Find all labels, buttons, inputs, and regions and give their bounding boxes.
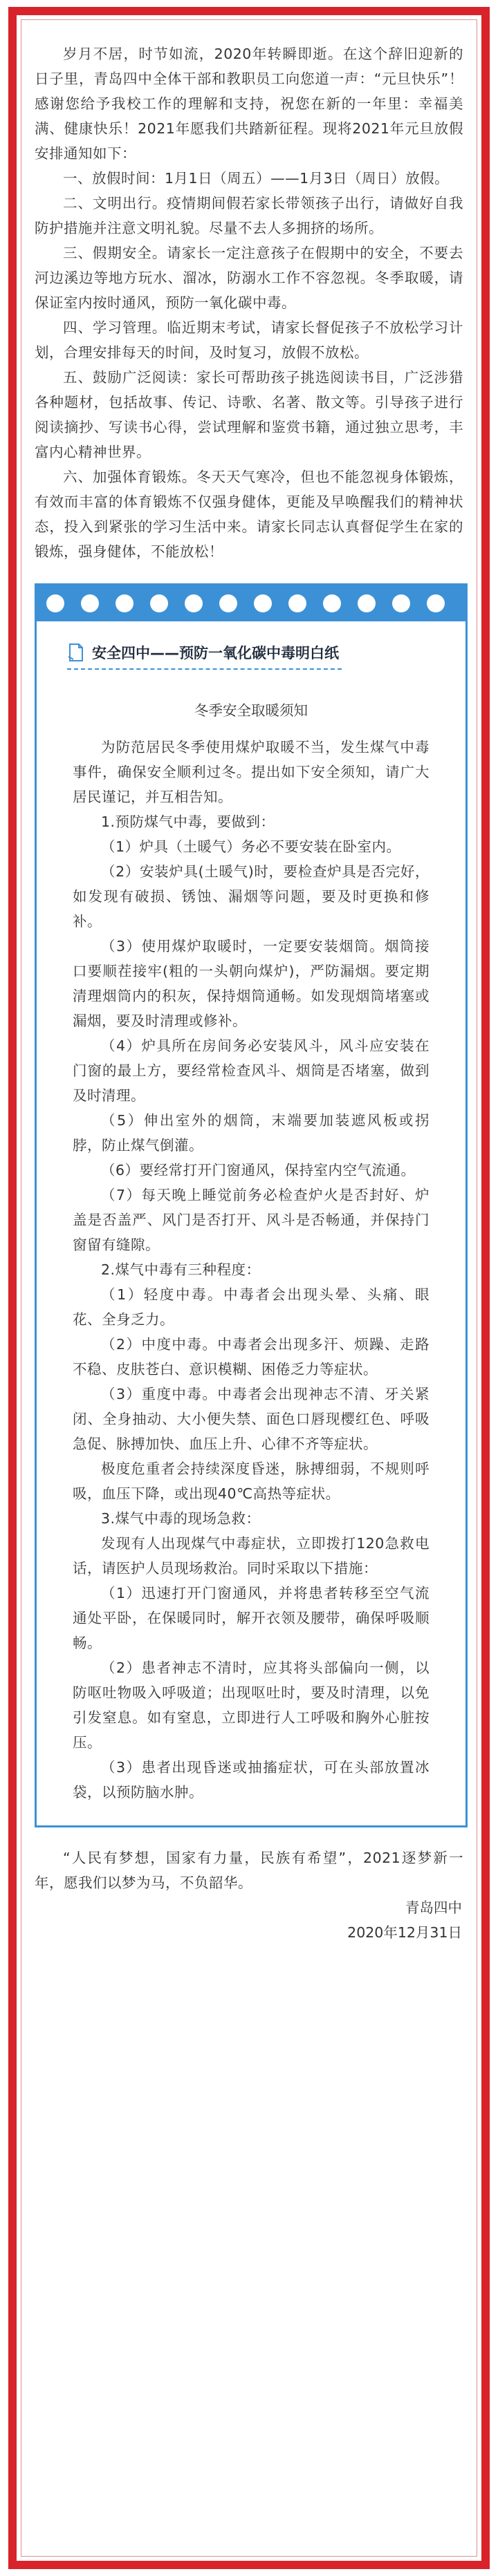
- list-item: （3）患者出现昏迷或抽搐症状，可在头部放置冰袋，以预防脑水肿。: [73, 1759, 430, 1801]
- section-heading: 3.煤气中毒的现场急救：: [101, 1510, 261, 1527]
- list-item: （2）中度中毒。中毒者会出现多汗、烦躁、走路不稳、皮肤苍白、意识模糊、困倦乏力等症状。: [73, 1336, 430, 1378]
- list-item: （7）每天晚上睡觉前务必检查炉火是否封好、炉盖是否盖严、风门是否打开、风斗是否畅通，并保持门窗留有缝隙。: [73, 1187, 430, 1253]
- list-item: （6）要经常打开门窗通风，保持室内空气流通。: [101, 1162, 416, 1178]
- box-body: [37, 735, 465, 1825]
- list-item: （1）迅速打开门窗通风，并将患者转移至空气流通处平卧，在保暖同时，解开衣领及腰带，确保呼吸顺畅。: [73, 1585, 430, 1651]
- box-title: [67, 642, 342, 670]
- section-heading: 2.煤气中毒有三种程度：: [101, 1261, 261, 1278]
- dot: [288, 594, 306, 612]
- dot: [358, 594, 376, 612]
- decorative-dots: [37, 594, 465, 612]
- list-item: （5）伸出室外的烟筒，末端要加装遮风板或拐脖，防止煤气倒灌。: [73, 1112, 430, 1154]
- civilized-travel-item: 二、文明出行。疫情期间假若家长带领孩子出行，请做好自我防护措施并注意文明礼貌。尽量不去人多拥挤的场所。: [35, 195, 463, 236]
- list-item: （3）使用煤炉取暖时，一定要安装烟筒。烟筒接口要顺茬接牢(粗的一头朝向煤炉)，严防漏烟。要定期清理烟筒内的积灰，保持烟筒通畅。如发现烟筒堵塞或漏烟，要及时清理或修补。: [73, 938, 430, 1029]
- dot: [392, 594, 410, 612]
- dot: [116, 594, 133, 612]
- box-header-band: [37, 585, 465, 621]
- list-item: （3）重度中毒。中毒者会出现神志不清、牙关紧闭、全身抽动、大小便失禁、面色口唇现樱红色、呼吸急促、脉搏加快、血压上升、心律不齐等症状。: [73, 1386, 430, 1452]
- dot: [254, 594, 272, 612]
- dot: [323, 594, 341, 612]
- closing-paragraph: “人民有梦想，国家有力量，民族有希望”，2021逐梦新一年，愿我们以梦为马，不负韶华。: [35, 1850, 463, 1891]
- box-intro-paragraph: 为防范居民冬季使用煤炉取暖不当，发生煤气中毒事件，确保安全顺利过冬。提出如下安全须知，请广大居民谨记，并互相告知。: [73, 739, 430, 805]
- list-item: （2）安装炉具(土暖气)时，要检查炉具是否完好，如发现有破损、锈蚀、漏烟等问题，要及时更换和修补。: [73, 863, 430, 930]
- intro-paragraph: 岁月不居，时节如流，2020年转瞬即逝。在这个辞旧迎新的日子里，青岛四中全体干部和教职员工向您道一声：“元旦快乐”！感谢您给予我校工作的理解和支持，祝您在新的一年里：幸福美满、健康快乐！2021年愿我们共踏新征程。现将2021年元旦放假安排通知如下：: [35, 46, 463, 162]
- reading-item: 五、鼓励广泛阅读：家长可帮助孩子挑选阅读书目，广泛涉猎各种题材，包括故事、传记、诗歌、名著、散文等。引导孩子进行阅读摘抄、写读书心得，尝试理解和鉴赏书籍，通过独立思考，丰富内心精神世界。: [35, 369, 463, 460]
- list-item: （1）轻度中毒。中毒者会出现头晕、头痛、眼花、全身乏力。: [73, 1286, 430, 1328]
- dot: [185, 594, 203, 612]
- safety-notice-box: [35, 583, 468, 1827]
- signature-date: 2020年12月31日: [347, 1924, 462, 1941]
- list-item: （2）患者神志不清时，应其将头部偏向一侧，以防呕吐物吸入呼吸道；出现呕吐时，要及时清理，以免引发窒息。如有窒息，立即进行人工呼吸和胸外心脏按压。: [73, 1660, 430, 1751]
- dot: [81, 594, 99, 612]
- section-heading: 1.预防煤气中毒，要做到：: [101, 814, 275, 830]
- holiday-time-item: 一、放假时间：1月1日（周五）——1月3日（周日）放假。: [63, 170, 450, 187]
- box-subtitle: 冬季安全取暖须知: [194, 702, 308, 719]
- notice-content: [35, 41, 463, 1945]
- dot: [46, 594, 64, 612]
- document-icon: [67, 643, 85, 662]
- dot: [427, 594, 445, 612]
- box-title-text: 安全四中——预防一氧化碳中毒明白纸: [92, 645, 339, 661]
- list-item: 极度危重者会持续深度昏迷，脉搏细弱，不规则呼吸，血压下降，或出现40℃高热等症状。: [73, 1460, 430, 1502]
- exercise-item: 六、加强体育锻炼。冬天天气寒冷，但也不能忽视身体锻炼，有效而丰富的体育锻炼不仅强身健体，更能及早唤醒我们的精神状态，投入到紧张的学习生活中来。请家长同志认真督促学生在家的锻炼，强身健体，不能放松！: [35, 469, 463, 560]
- list-item: （4）炉具所在房间务必安装风斗，风斗应安装在门窗的最上方，要经常检查风斗、烟筒是否堵塞，做到及时清理。: [73, 1037, 430, 1104]
- dot: [150, 594, 168, 612]
- signature-school: 青岛四中: [405, 1899, 462, 1916]
- box-title-row: [37, 621, 465, 679]
- list-item: 发现有人出现煤气中毒症状，立即拨打120急救电话，请医护人员现场救治。同时采取以下措施：: [73, 1535, 430, 1577]
- list-item: （1）炉具（土暖气）务必不要安装在卧室内。: [101, 838, 401, 855]
- dot: [219, 594, 237, 612]
- holiday-safety-item: 三、假期安全。请家长一定注意孩子在假期中的安全，不要去河边溪边等地方玩水、溜冰，防溺水工作不容忽视。冬季取暖，请保证室内按时通风，预防一氧化碳中毒。: [35, 245, 463, 311]
- study-management-item: 四、学习管理。临近期末考试，请家长督促孩子不放松学习计划，合理安排每天的时间，及时复习，放假不放松。: [35, 319, 463, 361]
